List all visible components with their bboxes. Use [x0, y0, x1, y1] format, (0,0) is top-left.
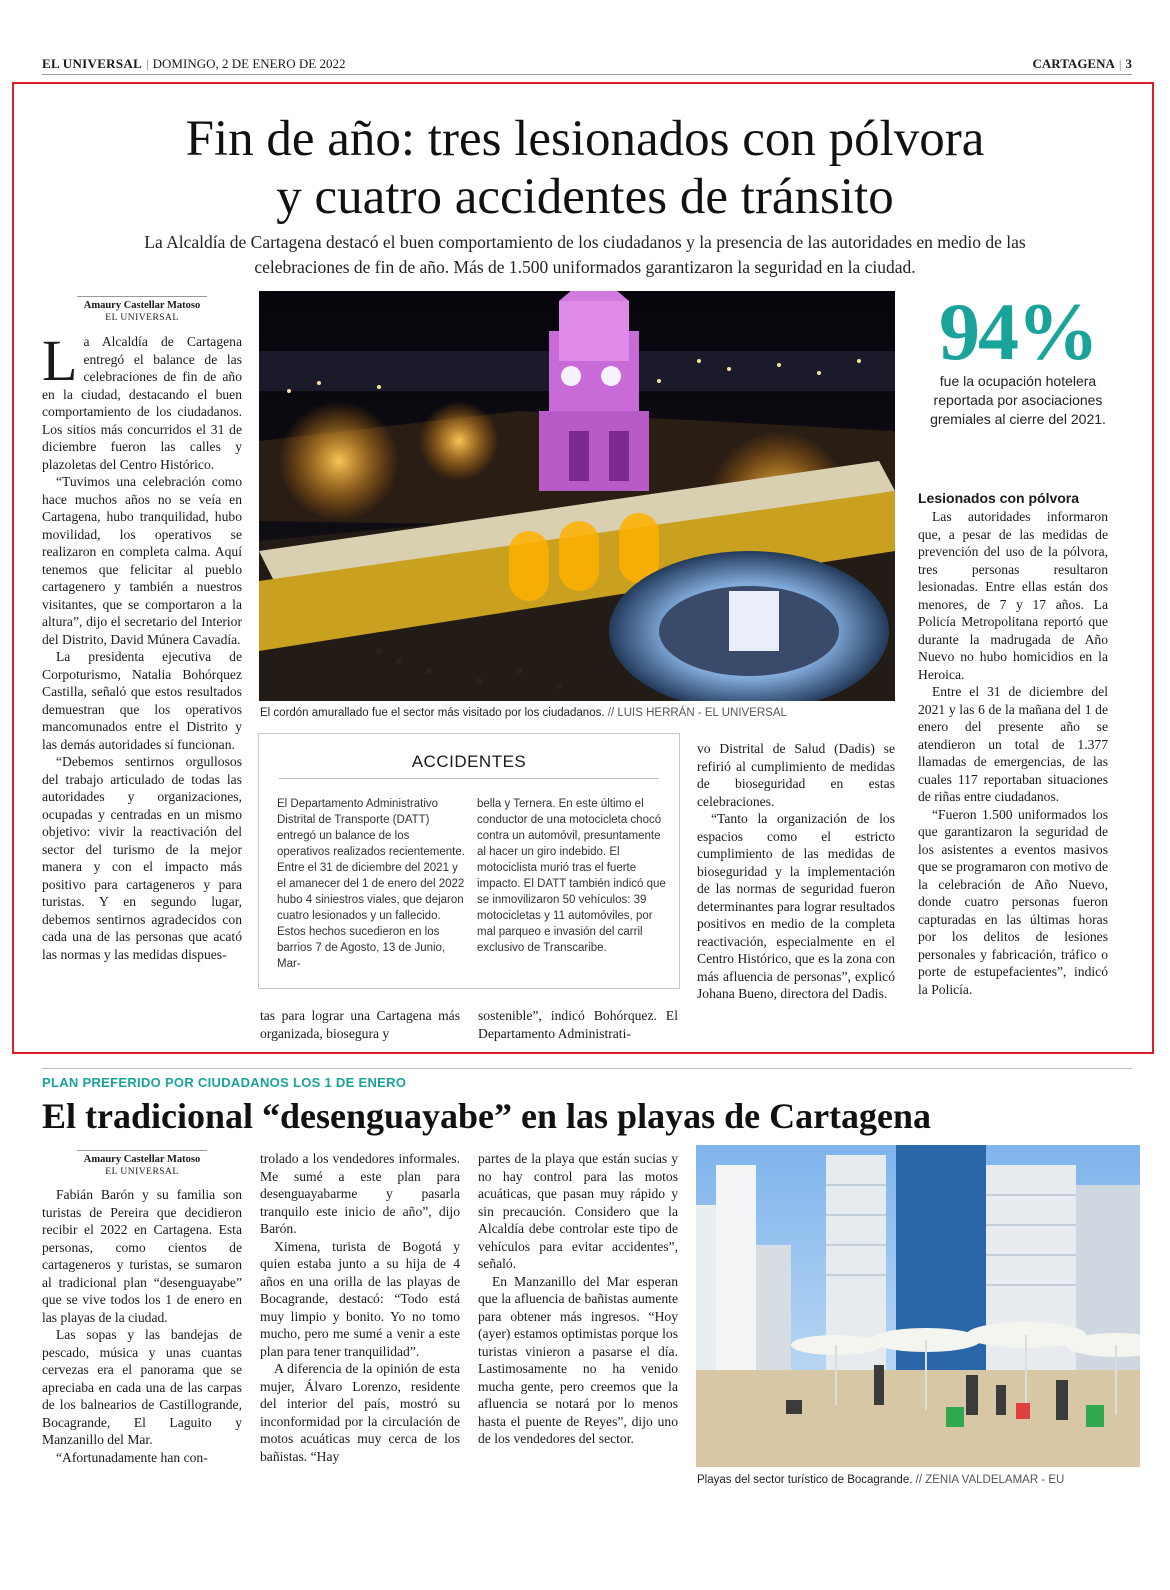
sidebar-title-rule — [279, 778, 659, 779]
beach-photo — [696, 1145, 1140, 1467]
paragraph: El Departamento Administrativo Distrital de Transporte (DATT) entregó un balance de los operativos realizados recientemente. — [277, 798, 465, 858]
byline-paper: EL UNIVERSAL — [105, 313, 179, 323]
paragraph: “Afortunadamente han con- — [56, 1449, 208, 1465]
dropcap: L — [42, 333, 78, 393]
masthead-right: CARTAGENA | 3 — [1032, 56, 1132, 71]
byline-name: Amaury Castellar Matoso — [83, 1154, 201, 1165]
subhead-lesionados: Lesionados con pólvora — [918, 490, 1080, 506]
accidents-sidebar — [258, 733, 680, 989]
sidebar-col1 — [277, 796, 465, 972]
paragraph: En Manzanillo del Mar esperan que la afluencia de bañistas aumente para obtener más ingresos. “Hoy (ayer) estamos optimistas porque los turistas vinieron a pasarse el día. Lastimosamente no ha venido mucha gente, pero creemos que la afluencia se notará por lo menos hasta el puente de Reyes”, dijo uno de los vendedores del sector. — [478, 1273, 678, 1446]
caption-text: El cordón amurallado fue el sector más visitado por los ciudadanos. — [260, 707, 605, 719]
headline-line2: y cuatro accidentes de tránsito — [276, 169, 894, 225]
article1-col3 — [478, 1007, 678, 1042]
section-name: CARTAGENA — [1032, 56, 1115, 71]
paragraph: bella y Ternera. En este último el conductor de una motocicleta chocó contra un automóvil, presuntamente al hacer un giro indebido. El motociclista murió tras el fuerte impacto. El DATT también indicó que se inmovilizaron 50 vehículos: 39 motocicletas y 11 automóviles, por mal parqueo e invasión del carril exclusivo de Transcaribe. — [477, 798, 666, 954]
article1-byline — [42, 296, 242, 324]
article1-col4 — [697, 740, 895, 1045]
caption-text: Playas del sector turístico de Bocagrande. — [697, 1474, 913, 1486]
caption-credit: // LUIS HERRÁN - EL UNIVERSAL — [607, 707, 787, 719]
clock-tower-illustration — [259, 291, 895, 701]
paragraph: trolado a los vendedores informales. Me sumé a este plan para desenguayabarme y pasarla tranquilo este inicio de año”, dijo Barón. — [260, 1151, 460, 1236]
sidebar-title: ACCIDENTES — [411, 752, 527, 771]
beach-illustration — [696, 1145, 1140, 1467]
article1-col5 — [918, 508, 1108, 1048]
article2-kicker: PLAN PREFERIDO POR CIUDADANOS LOS 1 DE ENERO — [42, 1075, 407, 1090]
stat-number: 94% — [939, 286, 1097, 377]
paragraph: Ximena, turista de Bogotá y quien estaba junto a su hija de 4 años en una orilla de las playas de Bocagrande, destacó: “Todo está muy limpio y bonito. Yo no tomo mucho, pero me sumé a venir a este plan para tener tranquilidad”. — [260, 1238, 460, 1359]
paragraph: “Fueron 1.500 uniformados los que garantizaron la seguridad de los asistentes a eventos masivos que se programaron con motivo de la celebración de Año Nuevo, donde cuatro personas fueron capturadas en las últimas horas por los delitos de lesiones personales y fabricación, tráfico o porte de estupefacientes”, indicó la Policía. — [918, 806, 1108, 997]
paragraph: Las sopas y las bandejas de pescado, música y unas cuantas cervezas era el panorama que se apreciaba en cada una de las carpas de los balnearios de Castillogrande, Bocagrande, El Laguito y Manzanillo del Mar. — [42, 1327, 242, 1447]
masthead-left: EL UNIVERSAL | DOMINGO, 2 DE ENERO DE 2022 — [42, 56, 346, 71]
paragraph: La presidenta ejecutiva de Corpoturismo, Natalia Bohórquez Castilla, señaló que estos resultados demuestran que los operativos mancomunados entre el Distrito y las demás autoridades sí funcionan. — [42, 649, 242, 752]
paragraph: Fabián Barón y su familia son turistas de Pereira que decidieron recibir el 2022 en Cartagena. Esta personas, como cientos de cartageneros y turistas, se sumaron al tradicional plan “desenguayabe” que se vive todos los 1 de enero en las playas de la ciudad. — [42, 1187, 242, 1325]
article2-byline — [42, 1150, 242, 1178]
article1-dek: La Alcaldía de Cartagena destacó el buen comportamiento de los ciudadanos y la presencia de las autoridades en medio de las celebraciones de fin de año. Más de 1.500 uniformados garantizaron la seguridad en la ciudad. — [144, 232, 1026, 277]
paragraph: Las autoridades informaron que, a pesar de las medidas de prevención del uso de la pólvora, tres personas resultaron lesionadas. Entre ellas están dos menores, de 7 y 17 años. La Policía Metropolitana reportó que durante la madrugada de Año Nuevo no hubo homicidios en la Heroica. — [918, 509, 1108, 682]
article2-headline: El tradicional “desenguayabe” en las playas de Cartagena — [42, 1096, 932, 1136]
paragraph: “Tanto la organización de los espacios como el estricto cumplimiento de las medidas de bioseguridad y la implementación de las normas de seguridad fueron determinantes para lograr resultados positivos en medio de la completa reactivación, especialmente en el Centro Histórico, que es la zona con más afluencia de personas”, explicó Johana Bueno, directora del Dadis. — [697, 811, 895, 1001]
article1-headline — [40, 110, 1130, 226]
photo1-caption — [260, 706, 900, 720]
paragraph: A diferencia de la opinión de esta mujer, Álvaro Lorenzo, residente del interior del país, mostró su inconformidad por la circulación de motos acuáticas muy cerca de los bañistas. “Hay — [260, 1361, 460, 1464]
stat-highlight — [918, 286, 1118, 429]
paper-name: EL UNIVERSAL — [42, 56, 143, 71]
paragraph: Entre el 31 de diciembre del 2021 y el amanecer del 1 de enero del 2022 hubo 4 siniestros viales, que dejaron cuatro lesionados y un fallecido. Estos hechos sucedieron en los barrios 7 de Agosto, 13 de Junio, Mar- — [277, 862, 465, 970]
paragraph: partes de la playa que están sucias y no hay control para las motos acuáticas, que pasan muy rápido y sin precaución. Considero que la Alcaldía debe controlar este tipo de vehículos para evitar accidentes”, señaló. — [478, 1151, 678, 1271]
clock-tower-photo — [259, 291, 895, 701]
paragraph: sostenible”, indicó Bohórquez. El Departamento Administrati- — [478, 1008, 678, 1041]
photo2-caption — [697, 1473, 1137, 1487]
section-divider — [42, 1068, 1132, 1069]
paragraph: La Alcaldía de Cartagena entregó el balance de las celebraciones de fin de año en la ciudad, destacando el buen comportamiento de los ciudadanos. Los sitios más concurridos el 31 de diciembre fueron las calles y plazoletas del Centro Histórico. — [42, 333, 242, 472]
masthead — [42, 56, 1132, 76]
paragraph: tas para lograr una Cartagena más organizada, biosegura y — [260, 1008, 460, 1041]
article1-col1 — [42, 333, 242, 1045]
article1-col2 — [260, 1007, 460, 1042]
byline-paper: EL UNIVERSAL — [105, 1167, 179, 1177]
article2-col1 — [42, 1186, 242, 1486]
issue-date: DOMINGO, 2 DE ENERO DE 2022 — [152, 56, 346, 71]
stat-description: fue la ocupación hotelera reportada por asociaciones gremiales al cierre del 2021. — [930, 373, 1106, 427]
byline-name: Amaury Castellar Matoso — [83, 300, 201, 311]
masthead-rule — [42, 74, 1132, 75]
paragraph: Entre el 31 de diciembre del 2021 y las 6 de la mañana del 1 de enero del presente año se atendieron un total de 1.377 llamadas de emergencias, de las cuales 117 reportaban situaciones de riñas entre ciudadanos. — [918, 684, 1108, 804]
sidebar-col2 — [477, 796, 667, 956]
article2-col3 — [478, 1150, 678, 1490]
paragraph: “Debemos sentirnos orgullosos del trabajo articulado de todas las autoridades y organizaciones, ocupadas y centradas en un mismo objetivo: vivir la reactivación del sector del turismo de la mejor manera y con el impacto más positivo para cartageneros y para turistas. Y en segundo lugar, debemos sentirnos agradecidos con cada una de las personas que acató las normas y las medidas dispues- — [42, 754, 242, 962]
article2-col2 — [260, 1150, 460, 1490]
paragraph: “Tuvimos una celebración como hace muchos años no se veía en Cartagena, hubo tranquilidad, hubo movilidad, los operativos se realizaron en completa calma. Aquí tenemos que felicitar al pueblo cartagenero y también a nuestros visitantes, que se comportaron a la altura”, dijo el secretario del Interior del Distrito, David Múnera Cavadía. — [42, 474, 242, 647]
caption-credit: // ZENIA VALDELAMAR - EU — [915, 1474, 1065, 1486]
page-number: 3 — [1125, 56, 1132, 71]
headline-line1: Fin de año: tres lesionados con pólvora — [185, 111, 985, 167]
paragraph: vo Distrital de Salud (Dadis) se refirió al cumplimiento de medidas de bioseguridad en estas celebraciones. — [697, 741, 895, 809]
